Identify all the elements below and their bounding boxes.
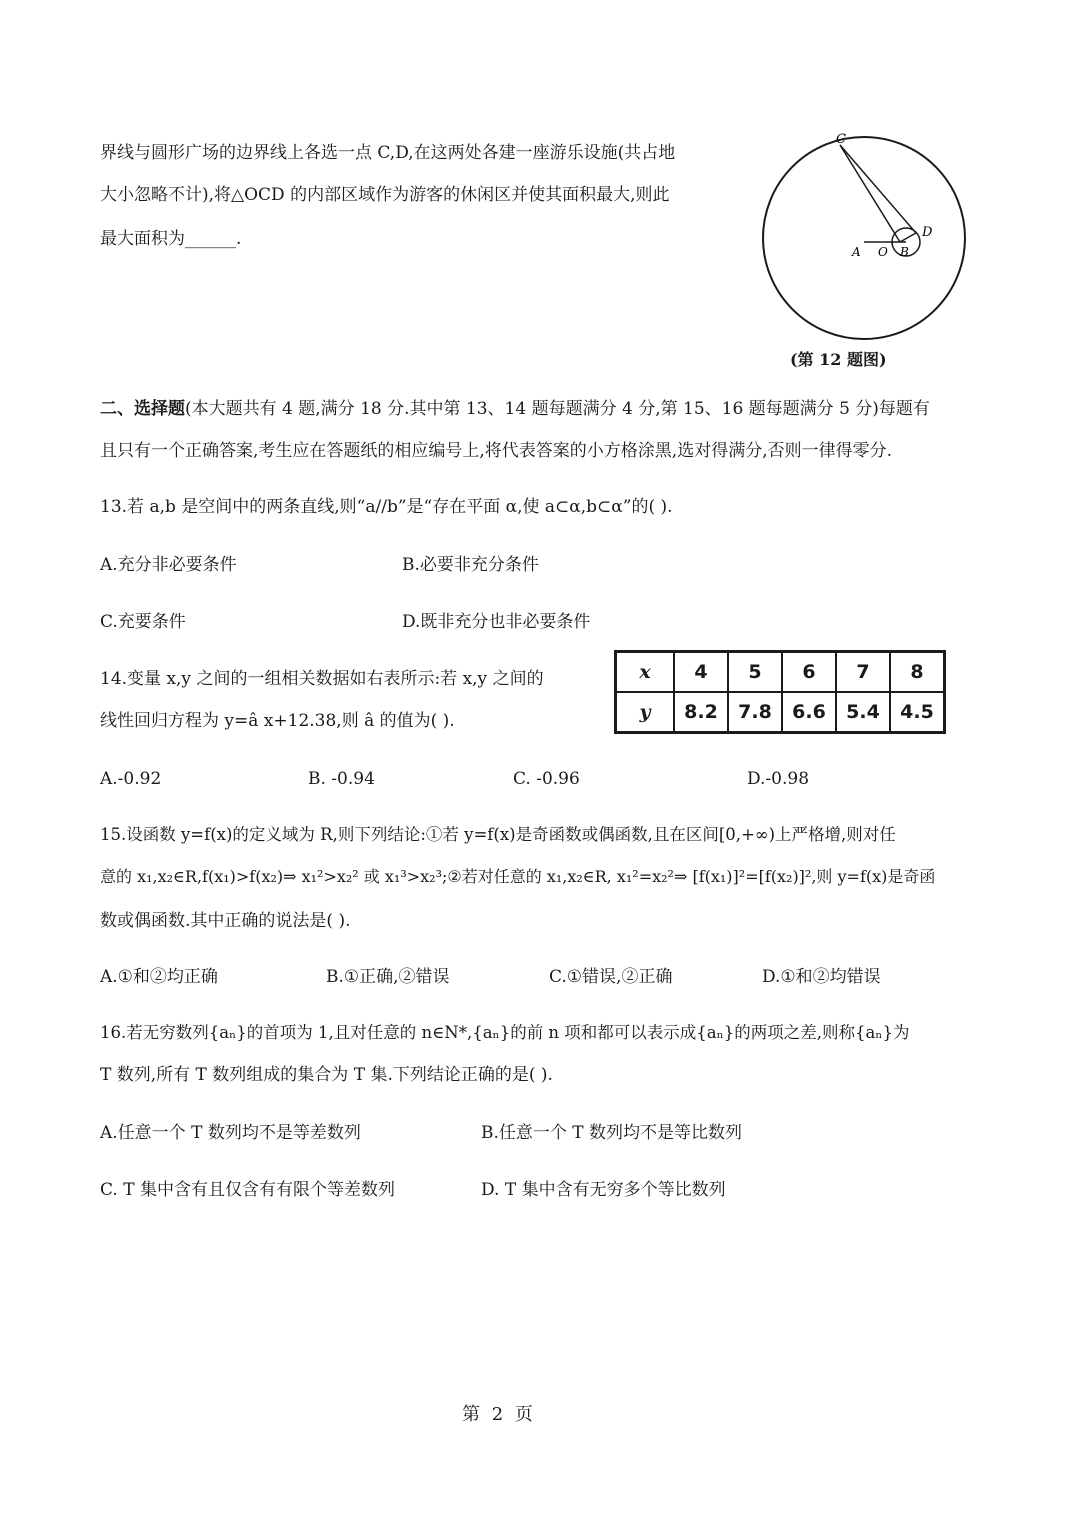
table-cell: 7	[836, 652, 890, 693]
segment-cd	[840, 145, 916, 233]
segment-oc	[840, 145, 900, 242]
page-number: 第 2 页	[462, 1404, 536, 1425]
q12-line-1: 界线与圆形广场的边界线上各选一点 C,D,在这两处各建一座游乐设施(共占地	[100, 143, 676, 163]
q14-line-2: 线性回归方程为 y=â x+12.38,则 â 的值为( ).	[100, 711, 455, 731]
q16-line-1: 16.若无穷数列{aₙ}的首项为 1,且对任意的 n∈N*,{aₙ}的前 n 项和都可以表示成{aₙ}的两项之差,则称{aₙ}为	[100, 1023, 910, 1042]
section2-heading: 二、选择题	[100, 399, 185, 419]
q13-option-d: D.既非充分也非必要条件	[402, 612, 591, 632]
section2-intro-line-1	[100, 397, 930, 421]
q15-line-2: 意的 x₁,x₂∈R,f(x₁)>f(x₂)⇒ x₁²>x₂² 或 x₁³>x₂³;②若对任意的 x₁,x₂∈R, x₁²=x₂²⇒ [f(x₁)]²=[f(x₂)]²,则 y=f(x)是奇函	[100, 867, 936, 886]
table-cell: 6	[782, 652, 836, 693]
q13-option-a: A.充分非必要条件	[100, 555, 237, 575]
q12-line-3: 最大面积为______.	[100, 229, 242, 249]
label-o: O	[878, 245, 888, 259]
table-row-y	[616, 692, 945, 733]
q14-line-1: 14.变量 x,y 之间的一组相关数据如右表所示:若 x,y 之间的	[100, 669, 544, 689]
table-cell: 5	[728, 652, 782, 693]
table-cell: 4	[674, 652, 728, 693]
section2-intro-line-2: 且只有一个正确答案,考生应在答题纸的相应编号上,将代表答案的小方格涂黑,选对得满分,否则一律得零分.	[100, 441, 893, 461]
q13-option-b: B.必要非充分条件	[402, 555, 539, 575]
q12-line-2: 大小忽略不计),将△OCD 的内部区域作为游客的休闲区并使其面积最大,则此	[100, 185, 670, 205]
q12-circle-figure	[758, 132, 970, 342]
segment-od	[900, 233, 916, 242]
table-cell: 6.6	[782, 692, 836, 733]
q14-option-a: A.-0.92	[100, 769, 162, 789]
q15-option-a: A.①和②均正确	[100, 967, 218, 987]
table-header-x: x	[616, 652, 675, 693]
q14-option-b: B. -0.94	[308, 769, 375, 789]
q15-option-d: D.①和②均错误	[762, 967, 881, 987]
q16-option-d: D. T 集中含有无穷多个等比数列	[481, 1180, 726, 1200]
label-c: C	[836, 132, 846, 147]
circular-plaza-boundary	[763, 137, 965, 339]
q16-option-b: B.任意一个 T 数列均不是等比数列	[481, 1123, 743, 1143]
q16-option-c: C. T 集中含有且仅含有有限个等差数列	[100, 1180, 395, 1200]
table-cell: 8	[890, 652, 945, 693]
figure-caption: (第 12 题图)	[790, 350, 887, 369]
section2-intro-rest: (本大题共有 4 题,满分 18 分.其中第 13、14 题每题满分 4 分,第 15、16 题每题满分 5 分)每题有	[185, 399, 930, 419]
q16-line-2: T 数列,所有 T 数列组成的集合为 T 集.下列结论正确的是( ).	[100, 1065, 553, 1085]
label-b: B	[900, 245, 909, 259]
q15-option-b: B.①正确,②错误	[326, 967, 450, 987]
q14-option-d: D.-0.98	[747, 769, 810, 789]
q13-stem: 13.若 a,b 是空间中的两条直线,则“a//b”是“存在平面 α,使 a⊂α,b⊂α”的( ).	[100, 497, 673, 517]
table-cell: 5.4	[836, 692, 890, 733]
label-a: A	[852, 245, 861, 259]
q16-option-a: A.任意一个 T 数列均不是等差数列	[100, 1123, 361, 1143]
table-header-y: y	[616, 692, 675, 733]
q15-line-1: 15.设函数 y=f(x)的定义域为 R,则下列结论:①若 y=f(x)是奇函数或偶函数,且在区间[0,+∞)上严格增,则对任	[100, 825, 896, 844]
label-d: D	[922, 225, 933, 240]
q14-data-table	[614, 650, 946, 734]
q13-option-c: C.充要条件	[100, 612, 186, 632]
q15-line-3: 数或偶函数.其中正确的说法是( ).	[100, 911, 351, 931]
table-cell: 4.5	[890, 692, 945, 733]
table-cell: 7.8	[728, 692, 782, 733]
q15-option-c: C.①错误,②正确	[549, 967, 673, 987]
table-row-x	[616, 652, 945, 693]
table-cell: 8.2	[674, 692, 728, 733]
q14-option-c: C. -0.96	[513, 769, 580, 789]
